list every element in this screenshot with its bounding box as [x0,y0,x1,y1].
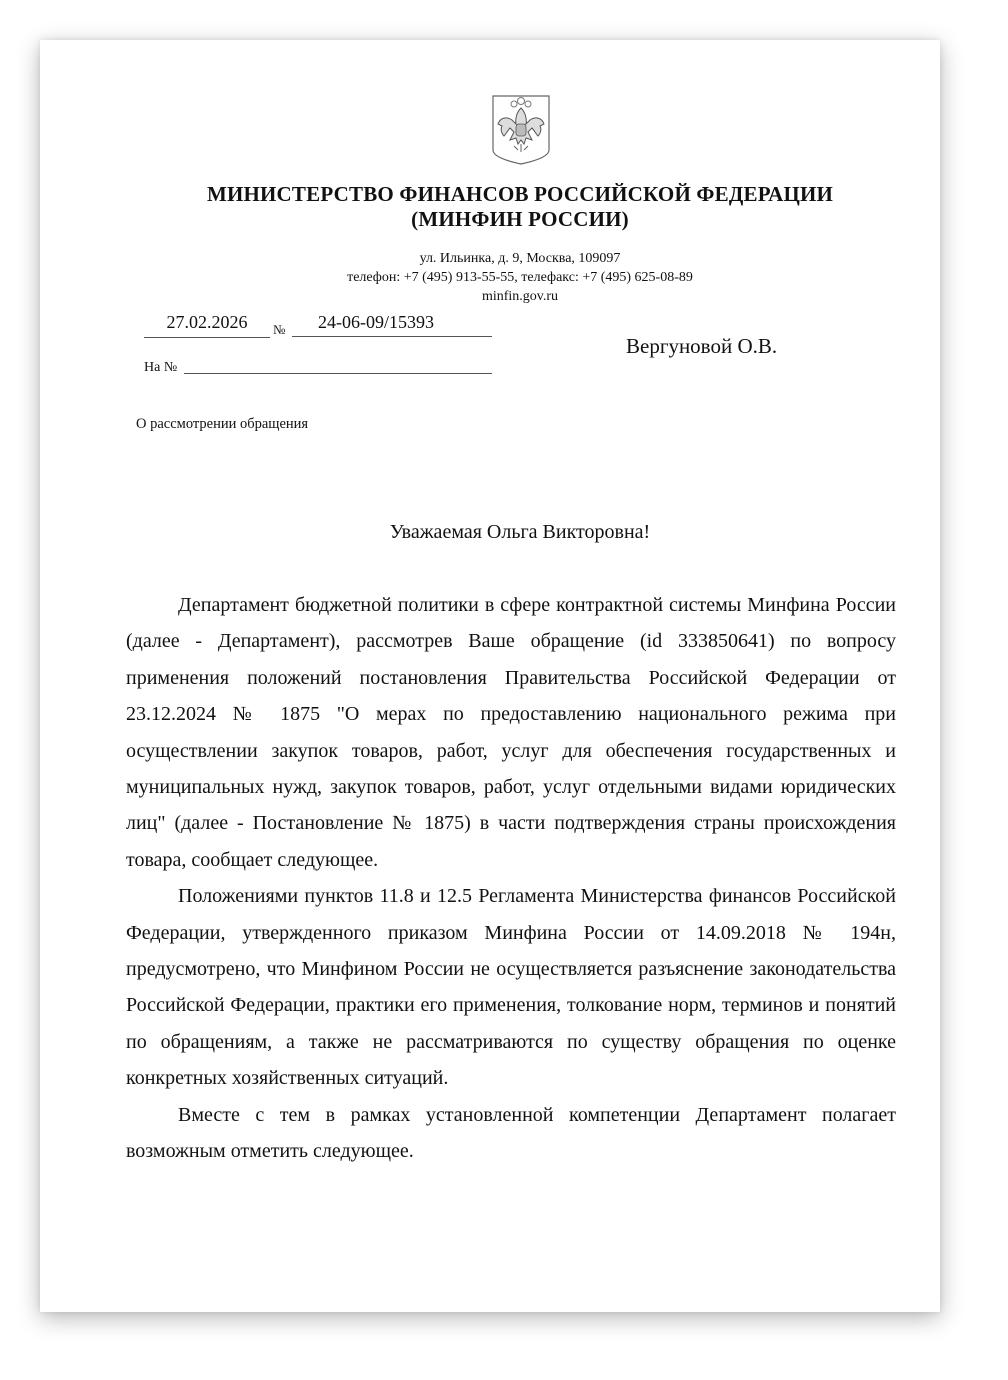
letter-body [126,587,896,1170]
recipient-name: Вергуновой О.В. [626,334,778,358]
ministry-short-name: (МИНФИН РОССИИ) [411,207,629,231]
salutation: Уважаемая Ольга Викторовна! [389,521,651,543]
ministry-phones: телефон: +7 (495) 913-55-55, телефакс: +7 (495) 625-08-89 [347,270,693,285]
paragraph: Вместе с тем в рамках установленной компетенции Департамент полагает возможным отметить следующее. [126,1103,896,1163]
reference-number-line [184,358,492,374]
registration-date: 27.02.2026 [144,311,270,338]
letter-subject: О рассмотрении обращения [136,416,309,432]
ministry-website: minfin.gov.ru [481,289,559,304]
registration-number: 24-06-09/15393 [292,311,492,337]
letter-page [40,40,940,1312]
ministry-name: МИНИСТЕРСТВО ФИНАНСОВ РОССИЙСКОЙ ФЕДЕРАЦИИ [206,182,834,206]
number-sign: № [273,322,286,337]
reference-label: На № [144,360,178,375]
ministry-address: ул. Ильинка, д. 9, Москва, 109097 [419,251,621,266]
paragraph: Положениями пунктов 11.8 и 12.5 Регламента Министерства финансов Российской Федерации, утвержденного приказом Минфина России от 14.09.2018 № 194н, предусмотрено, что Минфином России не осуществляется разъяснение законодательства Российской Федерации, практики его применения, толкование норм, терминов и понятий по обращениям, а также не рассматриваются по существу обращения по оценке конкретных хозяйственных ситуаций. [126,885,896,1090]
paragraph: Департамент бюджетной политики в сфере контрактной системы Минфина России (далее - Департамент), рассмотрев Ваше обращение (id 333850641) по вопросу применения положений постановления Правительства Российской Федерации от 23.12.2024 № 1875 "О мерах по предоставлению национального режима при осуществлении закупок товаров, работ, услуг для обеспечения государственных и муниципальных нужд, закупок товаров, работ, услуг отдельными видами юридических лиц" (далее - Постановление № 1875) в части подтверждения страны происхождения товара, сообщает следующее. [126,594,896,871]
coat-of-arms-icon [490,94,552,166]
